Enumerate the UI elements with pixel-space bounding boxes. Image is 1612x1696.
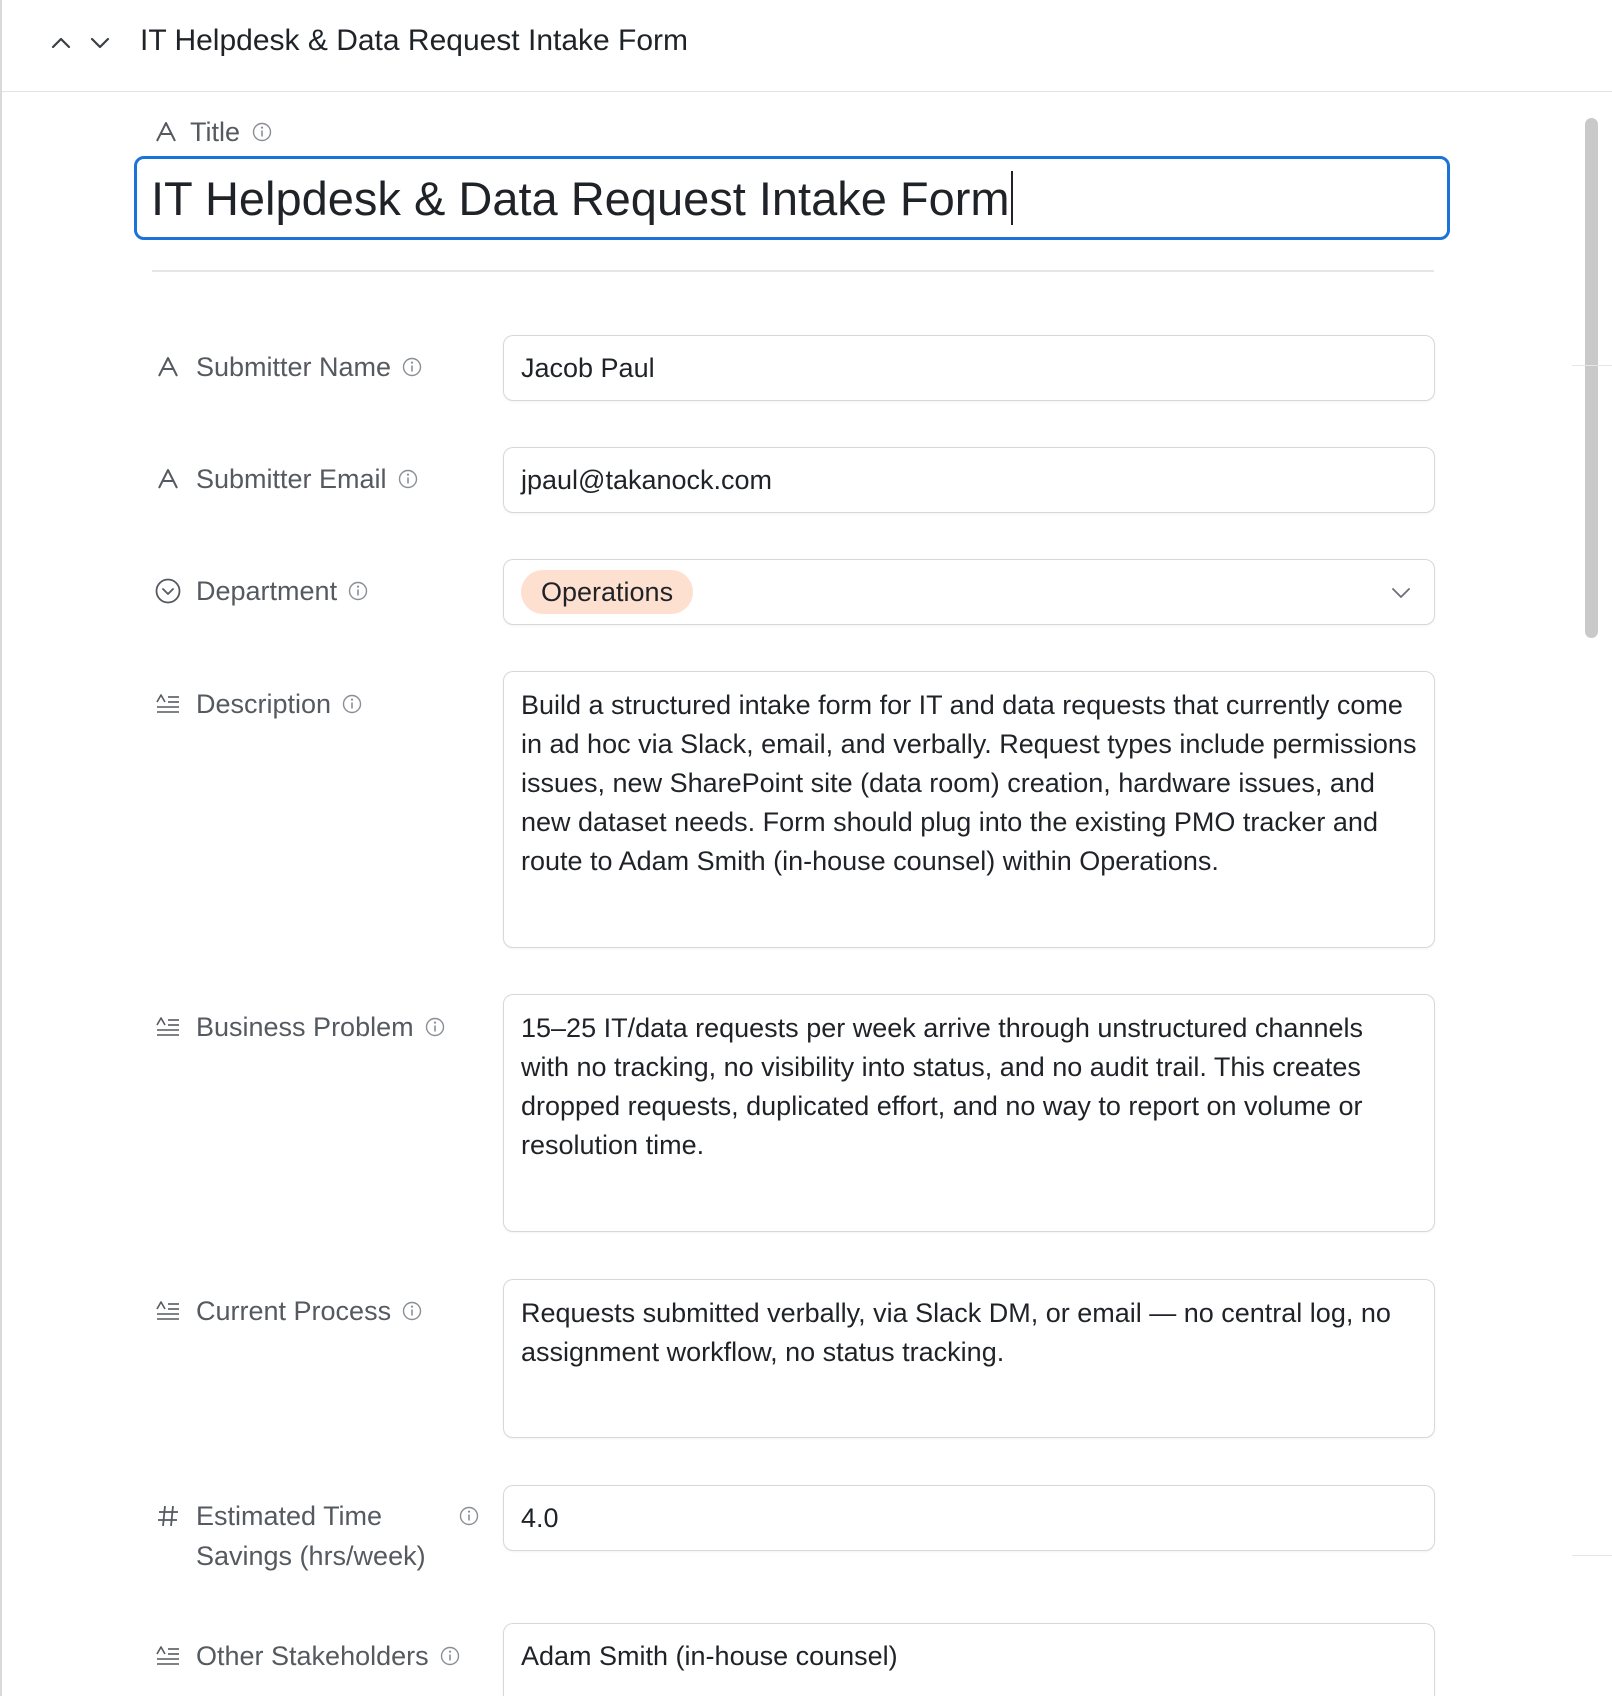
record-title: IT Helpdesk & Data Request Intake Form <box>140 24 689 57</box>
department-label: Department <box>154 571 369 611</box>
submitter-name-value: Jacob Paul <box>521 352 655 383</box>
info-icon[interactable] <box>397 459 419 499</box>
current-process-value: Requests submitted verbally, via Slack DM, or email — no central log, no assignment workflow, no status tracking. <box>521 1298 1391 1367</box>
title-input[interactable] <box>134 156 1450 240</box>
estimated-time-savings-label-line2: Savings (hrs/week) <box>196 1541 426 1571</box>
department-option-pill: Operations <box>521 570 693 614</box>
estimated-time-savings-label <box>154 1496 480 1576</box>
single-select-icon <box>154 571 182 611</box>
info-icon[interactable] <box>341 684 363 724</box>
submitter-email-value: jpaul@takanock.com <box>521 464 773 495</box>
chevron-down-icon <box>89 36 111 50</box>
previous-record-button[interactable] <box>46 28 76 58</box>
title-field-label <box>154 114 272 150</box>
long-text-icon <box>154 1636 182 1676</box>
next-record-button[interactable] <box>85 28 115 58</box>
business-problem-label: Business Problem <box>154 1007 446 1047</box>
title-label-text: Title <box>190 116 241 147</box>
chevron-up-icon <box>50 36 72 50</box>
info-icon[interactable] <box>401 1291 423 1331</box>
info-icon[interactable] <box>439 1636 461 1676</box>
long-text-icon <box>154 1291 182 1331</box>
long-text-icon <box>154 1007 182 1047</box>
number-icon <box>154 1496 182 1536</box>
current-process-textarea[interactable] <box>503 1279 1435 1438</box>
title-input-value: IT Helpdesk & Data Request Intake Form <box>151 171 1010 225</box>
other-stakeholders-value: Adam Smith (in-house counsel) <box>521 1641 898 1671</box>
info-icon[interactable] <box>252 122 272 142</box>
text-icon <box>154 347 182 387</box>
other-stakeholders-textarea[interactable] <box>503 1623 1435 1696</box>
panel-header <box>2 0 1612 92</box>
business-problem-textarea[interactable] <box>503 994 1435 1232</box>
info-icon[interactable] <box>424 1007 446 1047</box>
text-icon <box>154 120 178 144</box>
submitter-name-label: Submitter Name <box>154 347 423 387</box>
chevron-down-icon <box>1390 582 1412 604</box>
submitter-email-label: Submitter Email <box>154 459 419 499</box>
department-select[interactable] <box>503 559 1435 625</box>
estimated-time-savings-value: 4.0 <box>521 1502 559 1533</box>
description-value: Build a structured intake form for IT and data requests that currently come in ad hoc via Slack, email, and verbally. Request types include permissions issues, new SharePoint site (data room) creation, hardware issues, and new dataset needs. Form should plug into the existing PMO tracker and route to Adam Smith (in-house counsel) within Operations. <box>521 690 1417 876</box>
info-icon[interactable] <box>347 571 369 611</box>
description-textarea[interactable] <box>503 671 1435 948</box>
other-stakeholders-label: Other Stakeholders <box>154 1636 461 1676</box>
edge-divider <box>1572 365 1612 366</box>
current-process-label: Current Process <box>154 1291 423 1331</box>
business-problem-value: 15–25 IT/data requests per week arrive through unstructured channels with no tracking, no visibility into status, and no audit trail. This creates dropped requests, duplicated effort, and no way to report on volume or resolution time. <box>521 1013 1363 1160</box>
description-label: Description <box>154 684 363 724</box>
text-caret <box>1011 171 1013 225</box>
estimated-time-savings-input[interactable] <box>503 1485 1435 1551</box>
long-text-icon <box>154 684 182 724</box>
section-divider <box>152 270 1434 272</box>
estimated-time-savings-label-line1: Estimated Time <box>196 1501 383 1531</box>
submitter-email-input[interactable] <box>503 447 1435 513</box>
info-icon[interactable] <box>401 347 423 387</box>
submitter-name-input[interactable] <box>503 335 1435 401</box>
text-icon <box>154 459 182 499</box>
scrollbar-thumb[interactable] <box>1585 118 1598 638</box>
edge-divider <box>1572 1555 1612 1556</box>
info-icon[interactable] <box>458 1496 480 1536</box>
